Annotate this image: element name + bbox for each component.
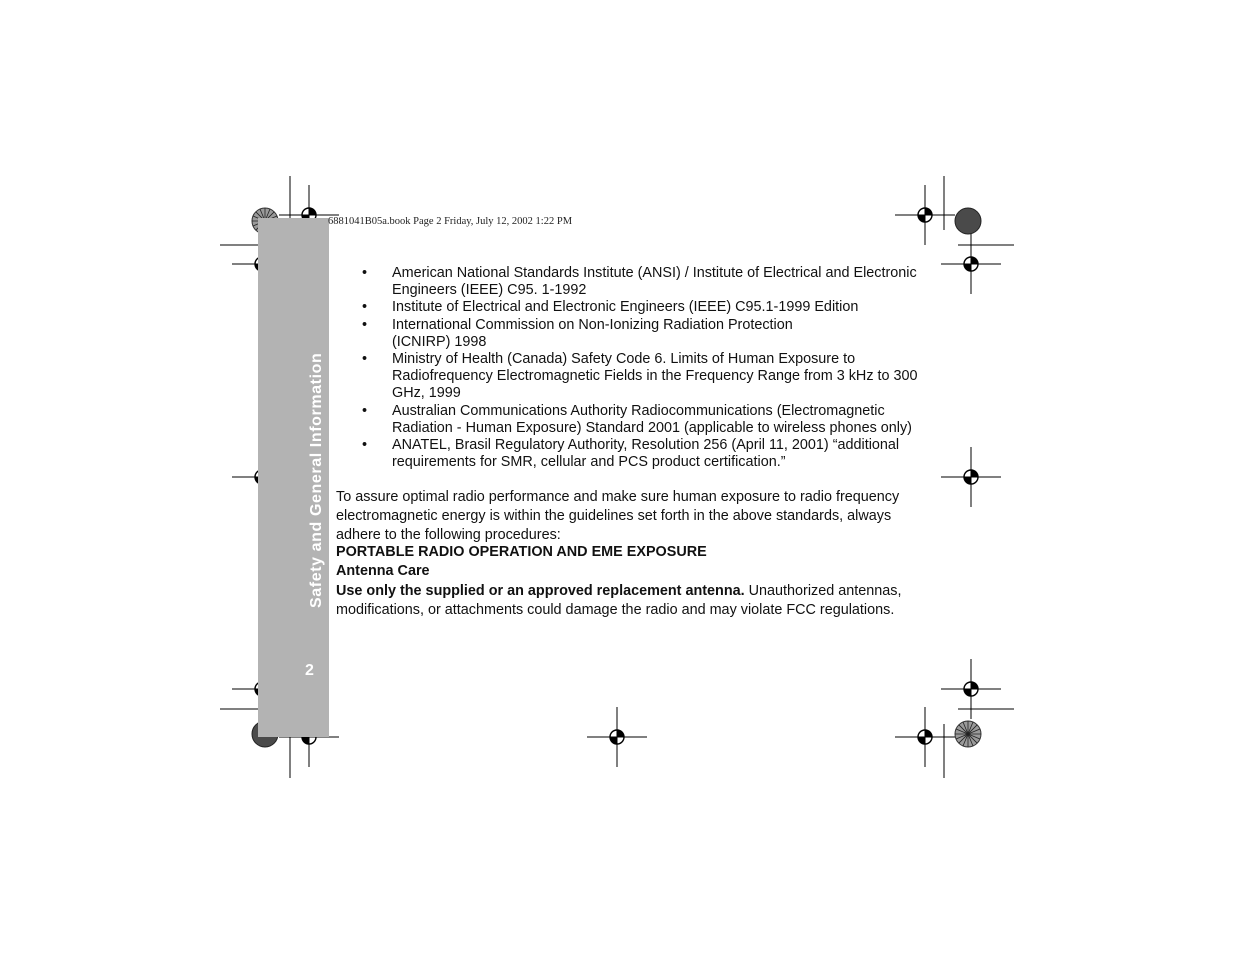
antenna-warning-rest: Unauthorized antennas, modifications, or attachments could damage the radio and may violate FCC regulations. bbox=[336, 583, 902, 618]
bullet-icon: • bbox=[362, 316, 368, 333]
list-item bbox=[362, 265, 922, 299]
list-item bbox=[362, 403, 922, 437]
antenna-warning-lead: Use only the supplied or an approved replacement antenna. bbox=[336, 583, 745, 599]
list-item-text: Ministry of Health (Canada) Safety Code 6. Limits of Human Exposure to Radiofrequency Electromagnetic Fields in the Frequency Range from 3 kHz to 300 GHz, 1999 bbox=[392, 351, 918, 402]
bullet-icon: • bbox=[362, 437, 368, 454]
intro-paragraph: To assure optimal radio performance and make sure human exposure to radio frequency electromagnetic energy is within the guidelines set forth in the above standards, always adhere to the following procedures: bbox=[336, 489, 900, 543]
list-item-text: International Commission on Non-Ionizing Radiation Protection (ICNIRP) 1998 bbox=[392, 316, 793, 350]
subheading: Antenna Care bbox=[336, 563, 430, 579]
list-item-text: ANATEL, Brasil Regulatory Authority, Resolution 256 (April 11, 2001) “additional requirements for SMR, cellular and PCS product certification.” bbox=[392, 437, 900, 471]
list-item-text: American National Standards Institute (ANSI) / Institute of Electrical and Electronic Engineers (IEEE) C95. 1-1992 bbox=[392, 265, 917, 299]
list-item bbox=[362, 299, 922, 316]
bullet-icon: • bbox=[362, 265, 368, 281]
list-item bbox=[362, 317, 922, 351]
section-heading: PORTABLE RADIO OPERATION AND EME EXPOSURE bbox=[336, 544, 707, 560]
page-number: 2 bbox=[305, 662, 314, 679]
print-header: 6881041B05a.book Page 2 Friday, July 12, 2002 1:22 PM bbox=[328, 216, 573, 227]
list-item bbox=[362, 437, 922, 471]
bullet-icon: • bbox=[362, 351, 368, 368]
list-item-text: Australian Communications Authority Radiocommunications (Electromagnetic Radiation - Human Exposure) Standard 2001 (applicable to wireless phones only) bbox=[392, 402, 912, 436]
antenna-paragraph bbox=[336, 582, 926, 620]
bullet-icon: • bbox=[362, 402, 368, 419]
list-item-text: Institute of Electrical and Electronic Engineers (IEEE) C95.1-1999 Edition bbox=[392, 299, 859, 316]
bullet-icon: • bbox=[362, 299, 368, 316]
list-item bbox=[362, 351, 922, 403]
section-title-vertical: Safety and General Information bbox=[308, 352, 325, 608]
standards-list bbox=[362, 265, 922, 471]
